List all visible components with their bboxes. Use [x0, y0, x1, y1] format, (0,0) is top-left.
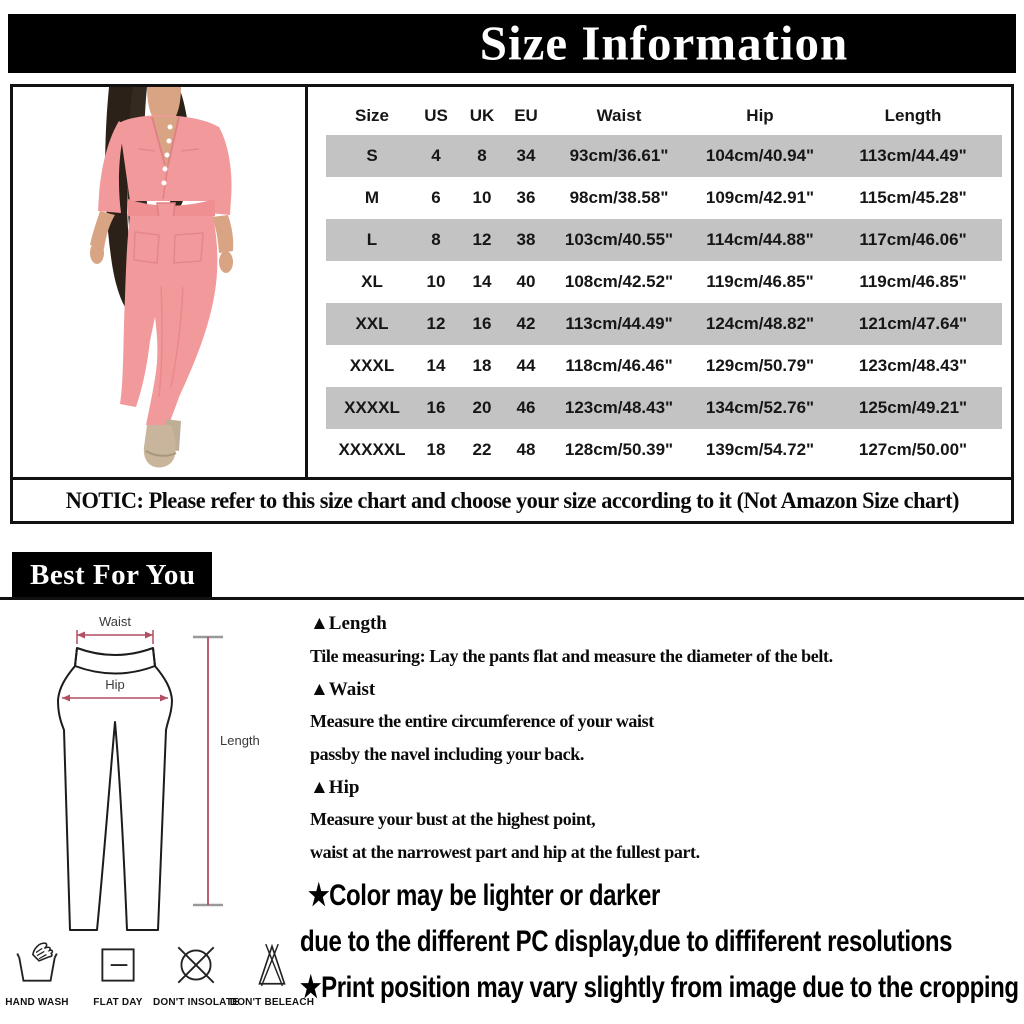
table-cell: 124cm/48.82" [705, 314, 815, 333]
table-cell: 36 [516, 188, 536, 207]
notice-bar [13, 477, 1011, 521]
hip-instruction-1: Measure your bust at the highest point, [310, 809, 596, 829]
size-table [308, 87, 1011, 477]
table-cell: 18 [472, 356, 492, 375]
table-cell: 128cm/50.39" [564, 440, 674, 459]
table-cell: 16 [472, 314, 492, 333]
table-cell: 12 [426, 314, 446, 333]
dont-beleach-icon [247, 940, 297, 990]
table-row [326, 429, 1002, 471]
care-label: FLAT DAY [93, 997, 143, 1008]
table-cell: 12 [472, 230, 492, 249]
table-row [326, 345, 1002, 387]
care-label: HAND WASH [5, 997, 69, 1008]
warning-print: ★Print position may vary slightly from image due to the cropping [300, 971, 1019, 1004]
section-divider-line [0, 597, 1024, 600]
model-photo-cell [13, 87, 305, 477]
table-cell: 115cm/45.28" [859, 188, 967, 207]
length-instruction: Tile measuring: Lay the pants flat and measure the diameter of the belt. [310, 646, 833, 666]
table-cell: 14 [426, 356, 446, 375]
size-table-rows [308, 135, 1011, 471]
care-label: DON'T BELEACH [229, 997, 315, 1008]
page-title: Size Information [479, 14, 849, 70]
table-cell: 10 [472, 188, 492, 207]
table-row [326, 261, 1002, 303]
table-cell: 42 [516, 314, 536, 333]
table-cell: Waist [596, 106, 642, 125]
table-cell: 117cm/46.06" [859, 230, 967, 249]
table-cell: 93cm/36.61" [569, 146, 669, 165]
table-cell: 48 [516, 440, 536, 459]
warning-display: due to the different PC display,due to diffiferent resolutions [300, 925, 953, 958]
hand-wash-icon [12, 940, 62, 990]
table-row [326, 135, 1002, 177]
flat-day-icon [93, 940, 143, 990]
table-cell: 103cm/40.55" [564, 230, 674, 249]
table-row [326, 219, 1002, 261]
table-cell: 38 [516, 230, 536, 249]
table-cell: XXXXXL [338, 440, 406, 459]
table-cell: M [364, 188, 380, 207]
table-cell: 6 [431, 188, 441, 207]
length-heading: ▲Length [310, 613, 387, 634]
table-cell: 98cm/38.58" [569, 188, 669, 207]
table-cell: Length [884, 106, 942, 125]
warning-color: ★Color may be lighter or darker [308, 879, 660, 912]
care-label: DON'T INSOLATE [152, 997, 240, 1008]
waist-instruction-2: passby the navel including your back. [310, 744, 584, 764]
table-cell: 18 [426, 440, 446, 459]
size-chart-box [10, 84, 1014, 524]
hip-heading: ▲Hip [310, 777, 360, 798]
best-for-you-box [12, 552, 212, 598]
table-cell: 22 [472, 440, 492, 459]
table-cell: XXL [355, 314, 389, 333]
size-table-header [326, 97, 1002, 135]
table-cell: Size [354, 106, 390, 125]
title-banner [8, 14, 1016, 73]
table-cell: 113cm/44.49" [565, 314, 673, 333]
table-cell: 46 [516, 398, 536, 417]
table-cell: US [424, 106, 448, 125]
notice-text: NOTIC: Please refer to this size chart and choose your size according to it (Not Amazon Size chart) [65, 487, 959, 513]
model-photo [13, 87, 305, 477]
table-cell: 20 [472, 398, 492, 417]
hip-dimension-label: Hip [105, 677, 125, 692]
table-cell: 16 [426, 398, 446, 417]
table-cell: 104cm/40.94" [705, 146, 815, 165]
table-cell: 40 [516, 272, 536, 291]
table-cell: 44 [516, 356, 536, 375]
table-cell: 123cm/48.43" [564, 398, 674, 417]
table-cell: XXXL [349, 356, 395, 375]
table-cell: 129cm/50.79" [705, 356, 815, 375]
table-cell: 114cm/44.88" [706, 230, 814, 249]
table-cell: 14 [472, 272, 492, 291]
table-cell: 118cm/46.46" [565, 356, 673, 375]
table-cell: 8 [477, 146, 487, 165]
table-cell: XXXXL [344, 398, 400, 417]
table-cell: 121cm/47.64" [858, 314, 968, 333]
table-cell: 125cm/49.21" [858, 398, 968, 417]
table-cell: 108cm/42.52" [564, 272, 674, 291]
table-row [326, 177, 1002, 219]
table-cell: 10 [426, 272, 446, 291]
pants-diagram [20, 608, 290, 948]
table-cell: 109cm/42.91" [705, 188, 815, 207]
table-cell: 123cm/48.43" [858, 356, 968, 375]
table-cell: 34 [516, 146, 536, 165]
length-dimension-label: Length [220, 733, 260, 748]
table-cell: UK [469, 106, 495, 125]
waist-dimension-label: Waist [98, 614, 132, 629]
table-cell: 8 [431, 230, 441, 249]
hip-instruction-2: waist at the narrowest part and hip at the fullest part. [310, 842, 700, 862]
table-row [326, 303, 1002, 345]
table-cell: 113cm/44.49" [859, 146, 967, 165]
table-cell: 127cm/50.00" [858, 440, 968, 459]
table-cell: 119cm/46.85" [706, 272, 814, 291]
table-cell: XL [361, 272, 383, 291]
waist-heading: ▲Waist [310, 679, 376, 700]
table-cell: 4 [431, 146, 441, 165]
care-item-dont-beleach [224, 940, 320, 1008]
table-cell: EU [514, 106, 538, 125]
table-cell: L [366, 230, 378, 249]
dont-insolate-icon [171, 940, 221, 990]
best-for-you-label: Best For You [30, 558, 196, 591]
table-cell: Hip [746, 106, 774, 125]
table-cell: S [366, 146, 378, 165]
table-row [326, 387, 1002, 429]
table-cell: 134cm/52.76" [705, 398, 815, 417]
waist-instruction-1: Measure the entire circumference of your waist [310, 711, 654, 731]
table-cell: 139cm/54.72" [705, 440, 815, 459]
table-cell: 119cm/46.85" [859, 272, 967, 291]
